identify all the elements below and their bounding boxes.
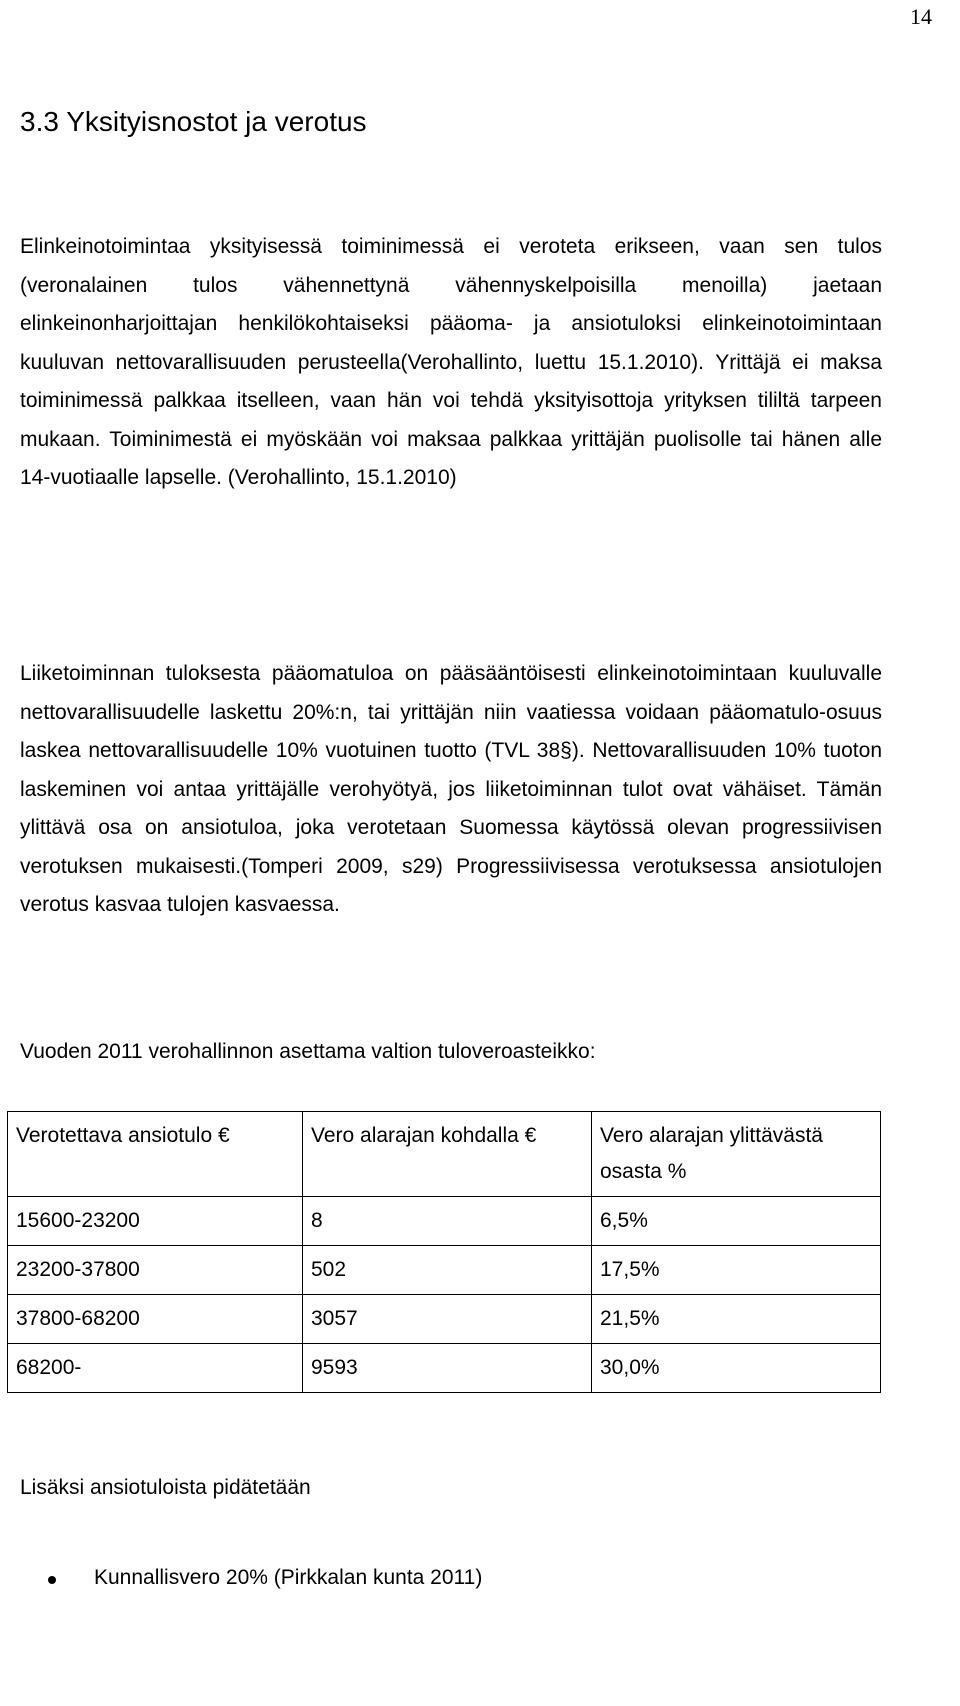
income-bracket-cell: 23200-37800	[8, 1246, 303, 1295]
rate-cell: 6,5%	[592, 1197, 881, 1246]
table-row	[8, 1246, 881, 1295]
header-tax-at-lower-limit: Vero alarajan kohdalla €	[303, 1112, 592, 1197]
header-taxable-income: Verotettava ansiotulo €	[8, 1112, 303, 1197]
header-rate-above-lower-limit: Vero alarajan ylittävästä osasta %	[592, 1112, 881, 1197]
income-bracket-cell: 68200-	[8, 1344, 303, 1393]
base-tax-cell: 9593	[303, 1344, 592, 1393]
tax-scale-table	[7, 1111, 881, 1393]
bullet-icon	[48, 1576, 56, 1584]
table-header-row	[8, 1112, 881, 1197]
base-tax-cell: 8	[303, 1197, 592, 1246]
list-item	[48, 1566, 482, 1590]
tax-scale-title: Vuoden 2011 verohallinnon asettama valtion tuloveroasteikko:	[20, 1040, 596, 1063]
additional-withholding-title: Lisäksi ansiotuloista pidätetään	[20, 1476, 311, 1499]
page-number: 14	[910, 4, 932, 29]
paragraph-taxation-of-sole-trader: Elinkeinotoimintaa yksityisessä toiminimessä ei veroteta erikseen, vaan sen tulos (veronalainen tulos vähennettynä vähennyskelpoisilla menoilla) jaetaan elinkeinonharjoittajan henkilökohtaiseksi pääoma- ja ansiotuloksi elinkeinotoimintaan kuuluvan nettovarallisuuden perusteella(Verohallinto, luettu 15.1.2010). Yrittäjä ei maksa toiminimessä palkkaa itselleen, vaan hän voi tehdä yksityisottoja yrityksen tililtä tarpeen mukaan. Toiminimestä ei myöskään voi maksaa palkkaa yrittäjän puolisolle tai hänen alle 14-vuotiaalle lapselle. (Verohallinto, 15.1.2010)	[20, 235, 882, 489]
base-tax-cell: 502	[303, 1246, 592, 1295]
base-tax-cell: 3057	[303, 1295, 592, 1344]
section-heading: 3.3 Yksityisnostot ja verotus	[20, 106, 367, 137]
income-bracket-cell: 37800-68200	[8, 1295, 303, 1344]
table-row	[8, 1295, 881, 1344]
table-row	[8, 1344, 881, 1393]
rate-cell: 21,5%	[592, 1295, 881, 1344]
list-item-text: Kunnallisvero 20% (Pirkkalan kunta 2011)	[94, 1566, 483, 1589]
table-row	[8, 1197, 881, 1246]
withholding-list	[48, 1566, 482, 1590]
rate-cell: 30,0%	[592, 1344, 881, 1393]
paragraph-capital-income: Liiketoiminnan tuloksesta pääomatuloa on pääsääntöisesti elinkeinotoimintaan kuuluvalle nettovarallisuudelle laskettu 20%:n, tai yrittäjän niin vaatiessa voidaan pääomatulo-osuus laskea nettovarallisuudelle 10% vuotuinen tuotto (TVL 38§). Nettovarallisuuden 10% tuoton laskeminen voi antaa yrittäjälle verohyötyä, jos liiketoiminnan tulot ovat vähäiset. Tämän ylittävä osa on ansiotuloa, joka verotetaan Suomessa käytössä olevan progressiivisen verotuksen mukaisesti.(Tomperi 2009, s29) Progressiivisessa verotuksessa ansiotulojen verotus kasvaa tulojen kasvaessa.	[20, 662, 882, 916]
rate-cell: 17,5%	[592, 1246, 881, 1295]
income-bracket-cell: 15600-23200	[8, 1197, 303, 1246]
